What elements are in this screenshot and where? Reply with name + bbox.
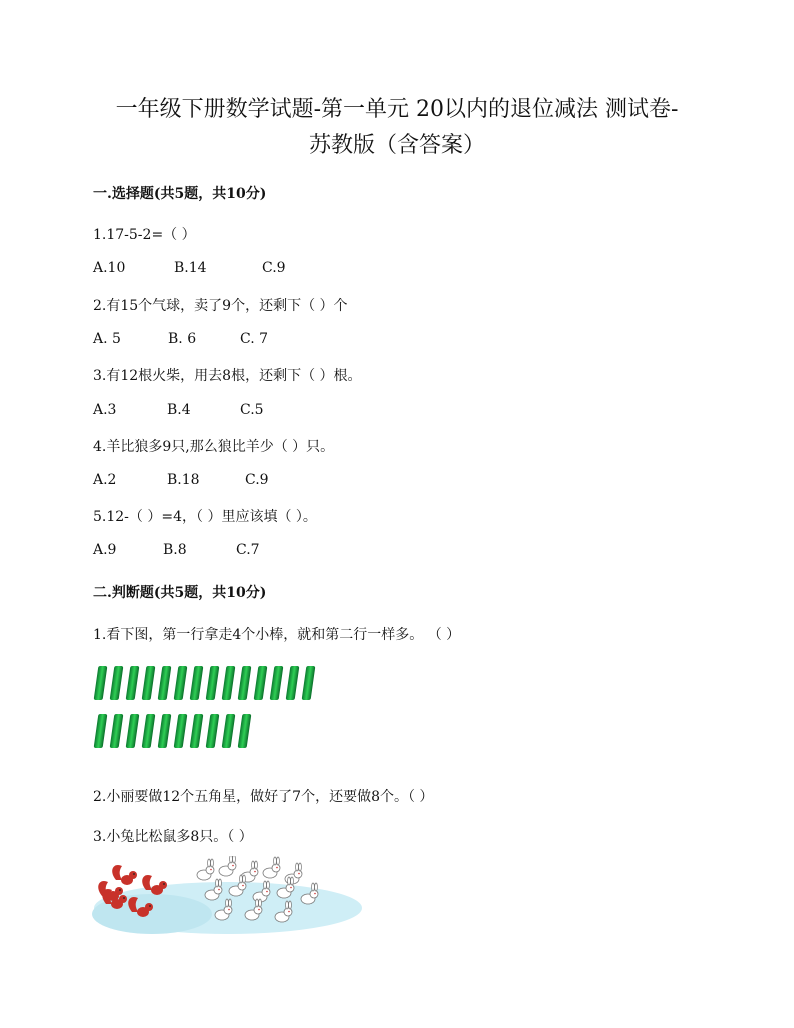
stick [190,714,204,748]
stick [286,666,300,700]
section-heading-choice: 一.选择题(共5题，共10分) [93,186,267,202]
question-2-options [93,331,393,349]
stick [142,714,156,748]
option-a: A.2 [93,472,117,488]
option-b: B.4 [167,402,191,418]
stick [190,666,204,700]
stick [206,714,220,748]
stick [94,666,108,700]
option-a: A.9 [93,542,117,558]
question-3-options [93,402,393,420]
stick [174,714,188,748]
stick [174,666,188,700]
animals-illustration [92,856,364,936]
question-5-options [93,542,393,560]
option-c: C.9 [245,472,269,488]
sticks-row-2 [96,714,266,752]
judge-question-1: 1.看下图，第一行拿走4个小棒，就和第二行一样多。 （ ） [93,627,461,643]
question-2: 2.有15个气球，卖了9个，还剩下（ ）个 [93,298,348,314]
judge-question-2: 2.小丽要做12个五角星，做好了7个，还要做8个。（ ） [93,789,434,805]
question-5: 5.12-（ ）=4，（ ）里应该填（ ）。 [93,509,317,525]
title-line-1: 一年级下册数学试题-第一单元 20以内的退位减法 测试卷- [115,97,679,122]
sticks-row-1 [96,666,326,704]
stick [302,666,316,700]
option-a: A.3 [93,402,117,418]
question-1-options [93,260,393,278]
option-a: A.10 [93,260,126,276]
stick [158,666,172,700]
squirrel-icon [112,865,137,885]
option-c: C.9 [262,260,286,276]
rabbit-icon [197,859,214,880]
stick [206,666,220,700]
option-c: C.5 [240,402,264,418]
stick [110,666,124,700]
stick [238,666,252,700]
animals-illustration-svg [92,856,364,936]
question-4-options [93,472,393,490]
judge-question-3: 3.小兔比松鼠多8只。（ ） [93,829,253,845]
option-b: B.14 [174,260,207,276]
option-b: B.8 [163,542,187,558]
stick [126,714,140,748]
question-1: 1.17-5-2=（ ） [93,227,196,243]
rabbit-icon [263,857,280,878]
question-3: 3.有12根火柴，用去8根，还剩下（ ）根。 [93,368,362,384]
stick [222,666,236,700]
stick [222,714,236,748]
stick [142,666,156,700]
document-title [60,92,734,164]
stick [270,666,284,700]
stick [254,666,268,700]
stick [238,714,252,748]
question-4: 4.羊比狼多9只,那么狼比羊少（ ）只。 [93,439,335,455]
rabbit-icon [219,856,236,876]
option-b: B.18 [167,472,200,488]
option-a: A. 5 [93,331,121,347]
option-b: B. 6 [168,331,197,347]
section-heading-judge: 二.判断题(共5题，共10分) [93,585,267,601]
title-line-2: 苏教版（含答案） [308,133,485,158]
stick [126,666,140,700]
option-c: C.7 [236,542,260,558]
stick [158,714,172,748]
option-c: C. 7 [240,331,269,347]
stick [110,714,124,748]
stick [94,714,108,748]
